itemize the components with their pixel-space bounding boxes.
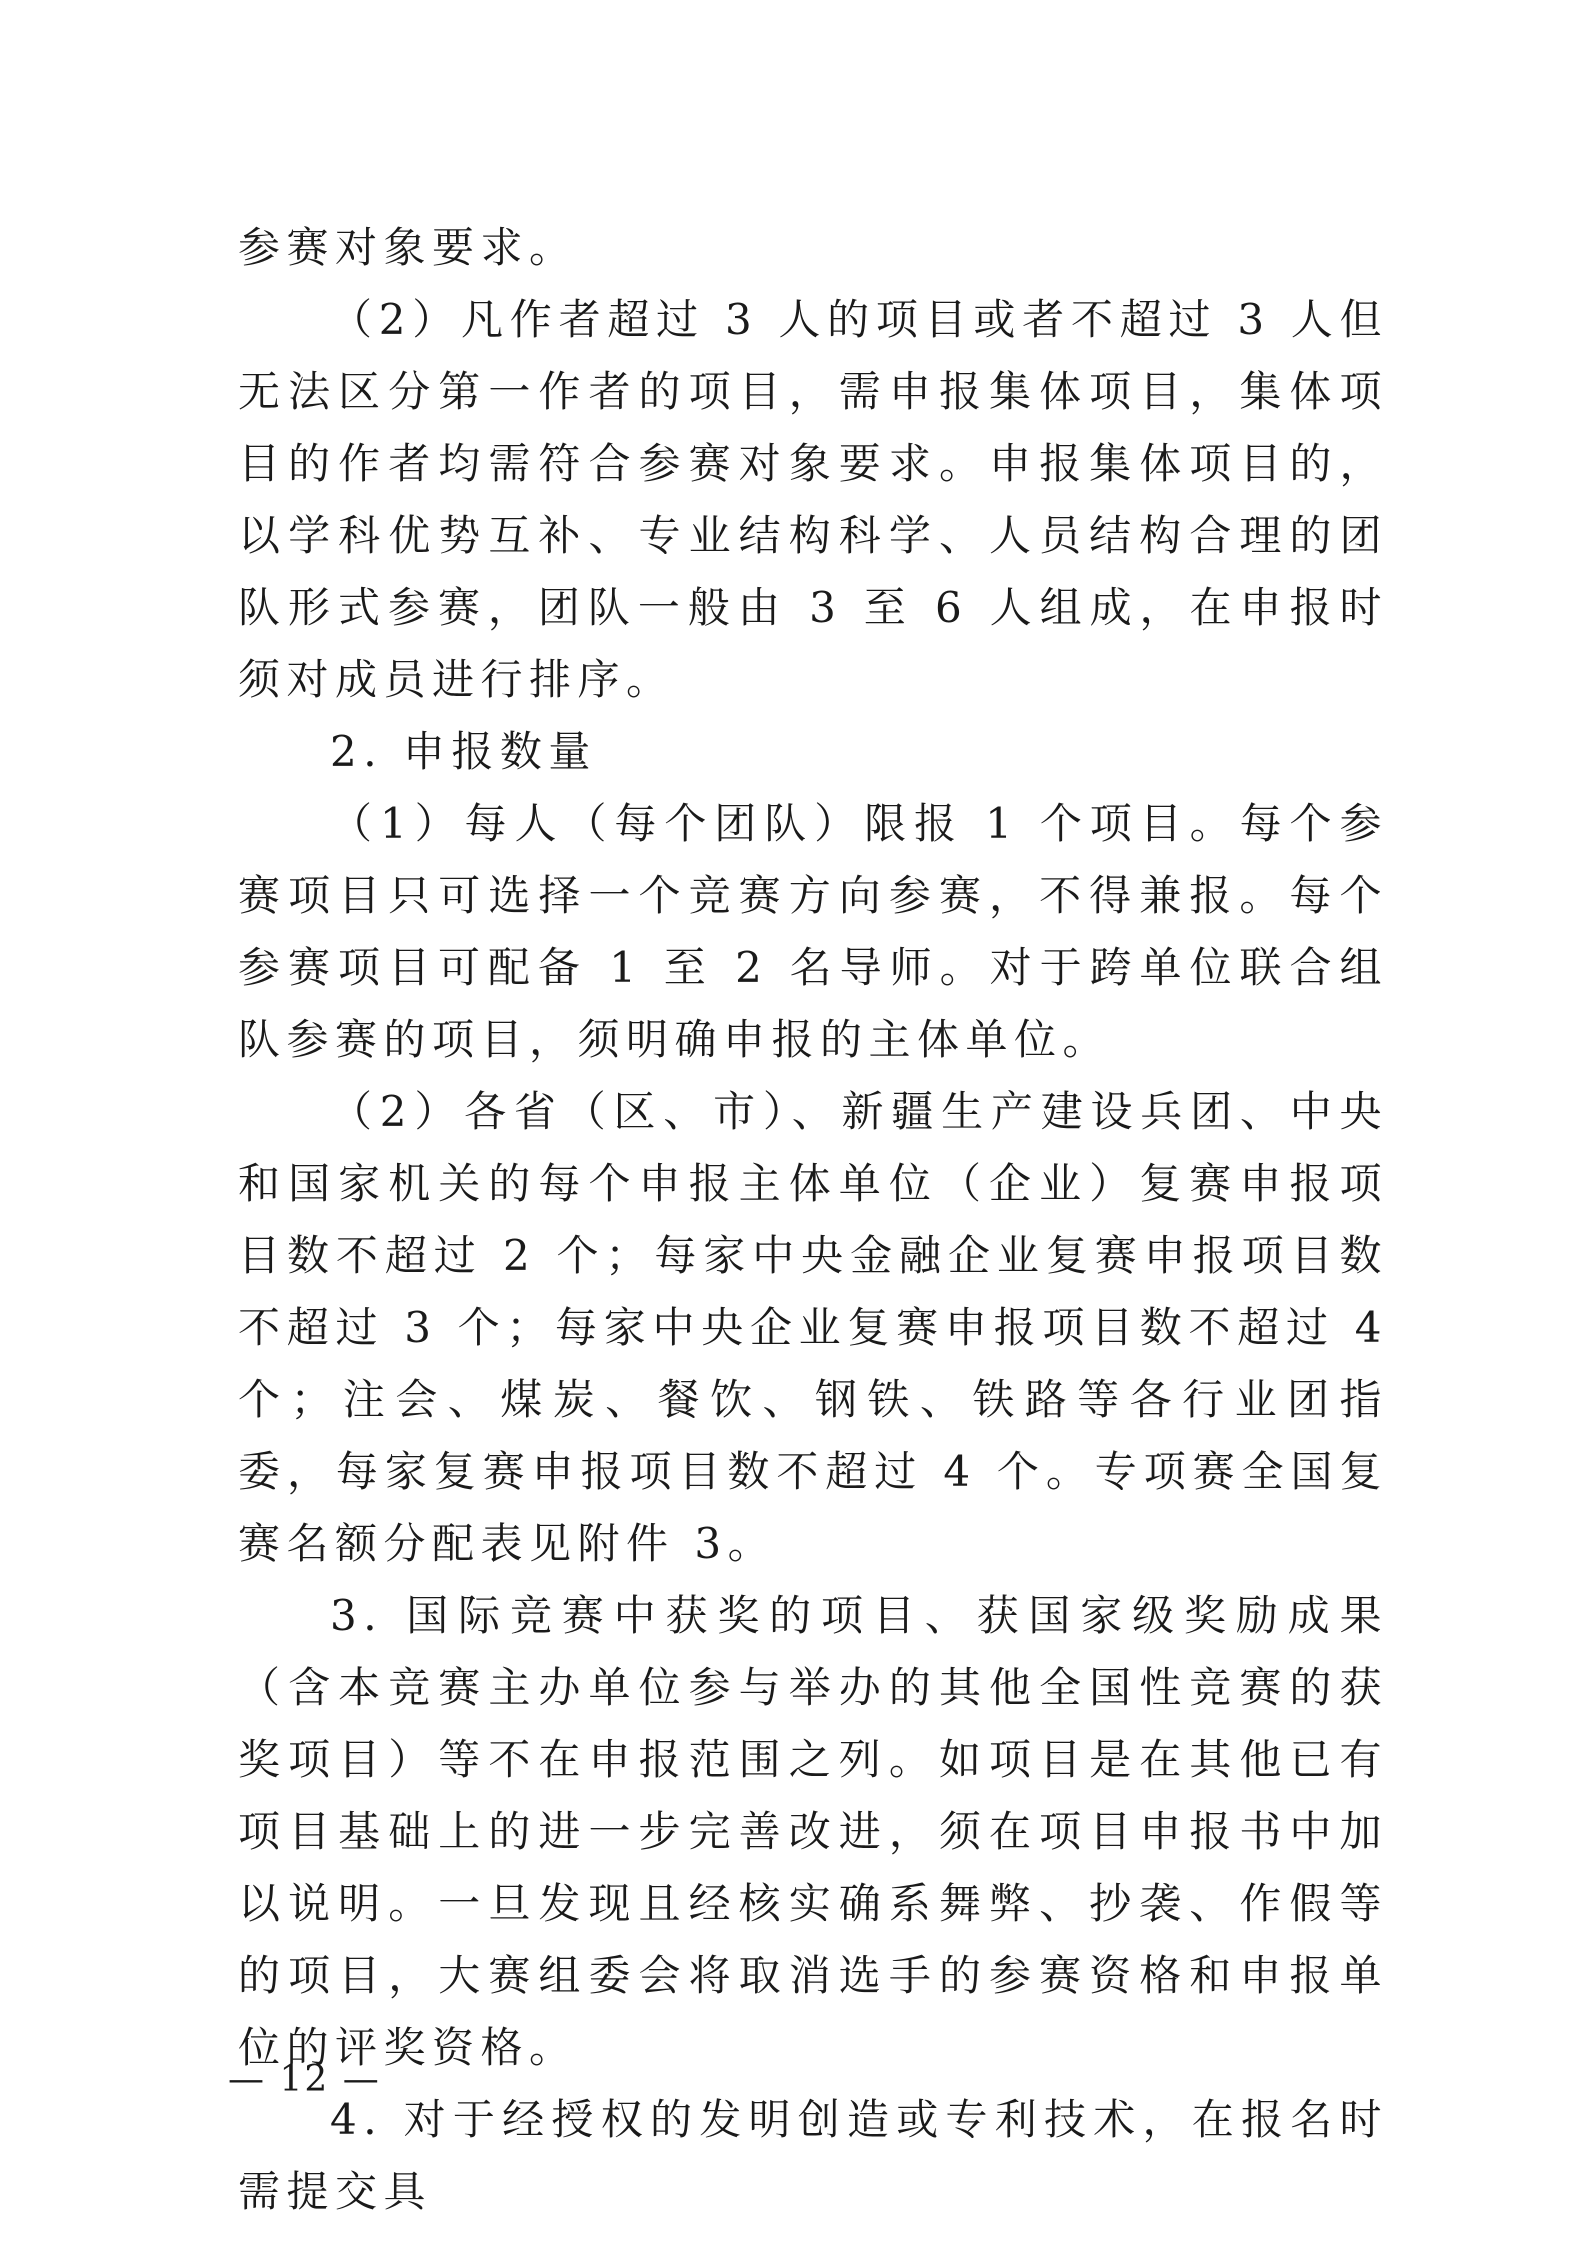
paragraph-5: （2）各省（区、市）、新疆生产建设兵团、中央和国家机关的每个申报主体单位（企业）复赛申报项目数不超过 2 个；每家中央金融企业复赛申报项目数不超过 3 个；每家中央企业复赛申报项目数不超过 4 个；注会、煤炭、餐饮、钢铁、铁路等各行业团指委，每家复赛申报项目数不超过 4 个。专项赛全国复赛名额分配表见附件 3。 <box>238 1087 1388 1568</box>
paragraph-7: 4. 对于经授权的发明创造或专利技术，在报名时需提交具 <box>238 2095 1388 2216</box>
page-number: — 12 — <box>228 2059 381 2100</box>
paragraph-3-heading: 2. 申报数量 <box>330 727 597 776</box>
paragraph-4: （1）每人（每个团队）限报 1 个项目。每个参赛项目只可选择一个竞赛方向参赛，不得兼报。每个参赛项目可配备 1 至 2 名导师。对于跨单位联合组队参赛的项目，须明确申报的主体单位。 <box>238 799 1388 1064</box>
document-body <box>238 212 1388 2228</box>
paragraph-1: 参赛对象要求。 <box>238 223 578 272</box>
paragraph-6: 3. 国际竞赛中获奖的项目、获国家级奖励成果（含本竞赛主办单位参与举办的其他全国性竞赛的获奖项目）等不在申报范围之列。如项目是在其他已有项目基础上的进一步完善改进，须在项目申报书中加以说明。一旦发现且经核实确系舞弊、抄袭、作假等的项目，大赛组委会将取消选手的参赛资格和申报单位的评奖资格。 <box>238 1591 1388 2072</box>
paragraph-2: （2）凡作者超过 3 人的项目或者不超过 3 人但无法区分第一作者的项目，需申报集体项目，集体项目的作者均需符合参赛对象要求。申报集体项目的，以学科优势互补、专业结构科学、人员结构合理的团队形式参赛，团队一般由 3 至 6 人组成，在申报时须对成员进行排序。 <box>238 295 1388 704</box>
